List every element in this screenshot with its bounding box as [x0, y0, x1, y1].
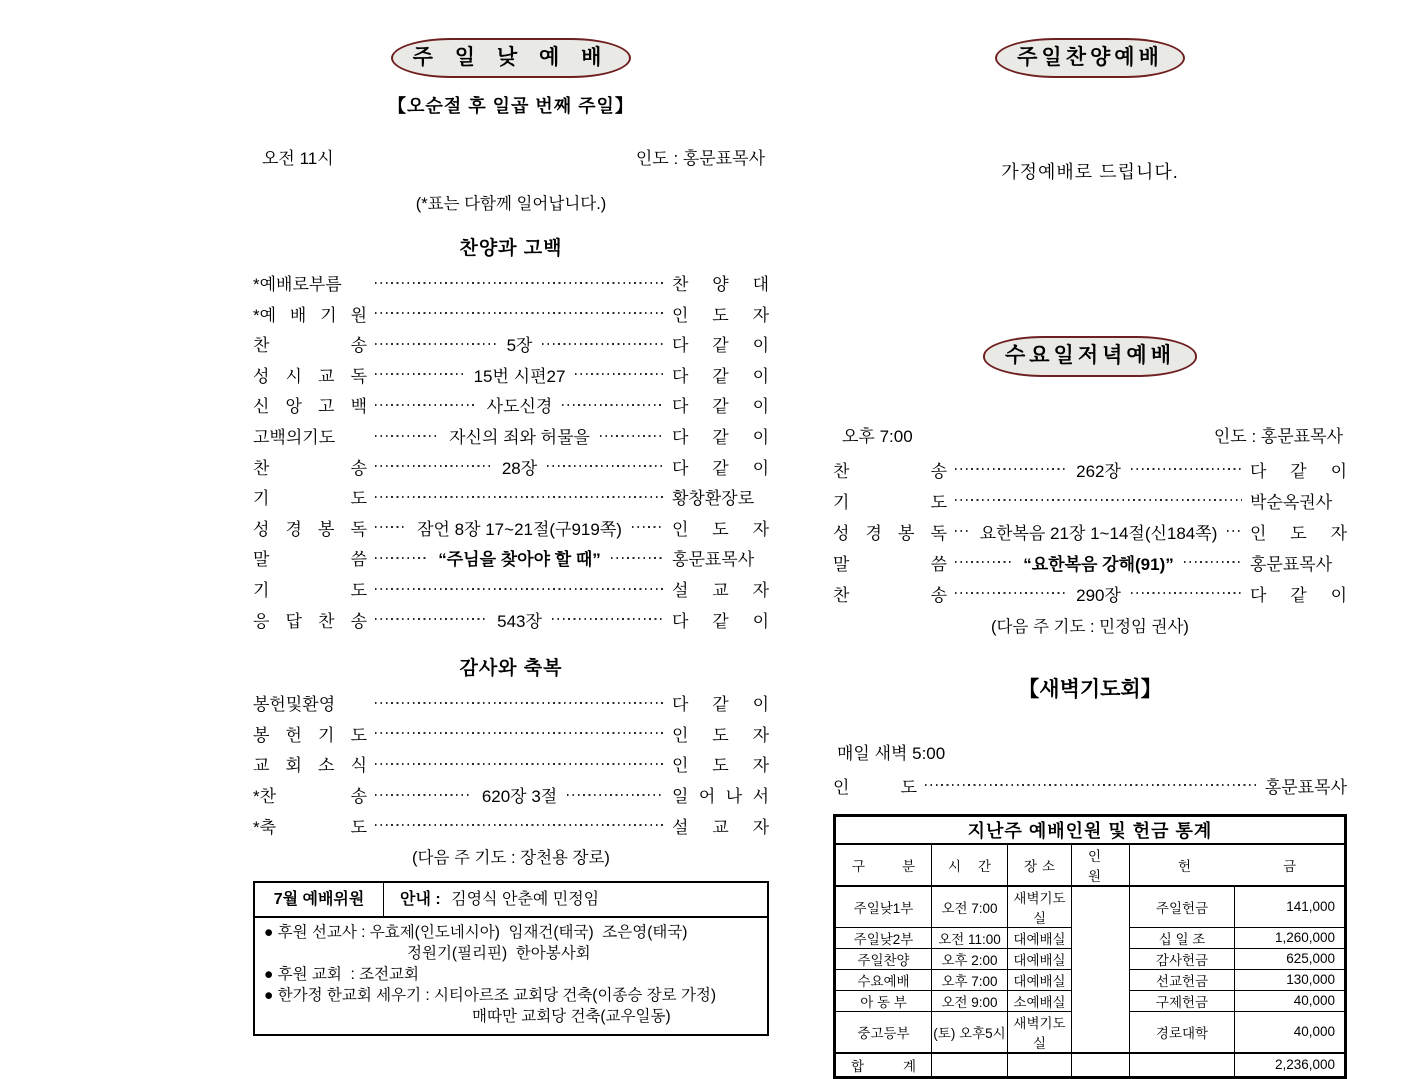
sunday-subtitle: 【오순절 후 일곱 번째 주일】 — [388, 96, 634, 117]
liturgy-label: 기 도 — [253, 489, 367, 509]
committee-month-label: 7월 예배위원 — [255, 883, 384, 916]
service-name-cell: 주일찬양 — [835, 948, 932, 969]
offering-amount-cell: 130,000 — [1235, 969, 1346, 990]
dawn-prayer-time: 매일 새벽 5:00 — [837, 743, 946, 763]
liturgy-performer: 찬 양 대 — [672, 275, 769, 295]
liturgy-row — [253, 390, 769, 421]
liturgy-detail: 요한복음 21장 1~14절(신184쪽) — [979, 523, 1218, 543]
service-name-cell: 중고등부 — [835, 1011, 932, 1053]
liturgy-row — [253, 718, 769, 749]
stats-body — [835, 886, 1346, 1053]
attendance-cell — [1072, 948, 1130, 969]
liturgy-detail: “요한복음 강해(91)” — [1023, 554, 1174, 574]
service-name-cell: 수요예배 — [835, 969, 932, 990]
liturgy-performer: 다 같 이 — [672, 336, 770, 356]
dotted-leader — [375, 526, 407, 528]
dotted-leader — [375, 282, 664, 284]
liturgy-performer: 인 도 자 — [672, 756, 769, 776]
liturgy-performer: 다 같 이 — [672, 397, 770, 417]
service-name-cell: 주일낮2부 — [835, 927, 932, 948]
stats-row — [835, 886, 1346, 928]
liturgy-detail: “주님을 찾아야 할 때” — [438, 550, 601, 570]
offering-amount-cell: 141,000 — [1235, 886, 1346, 928]
offering-name-cell: 경로대학 — [1130, 1011, 1235, 1053]
service-place-cell: 새벽기도실 — [1008, 1011, 1072, 1053]
liturgy-performer: 홍문표목사 — [672, 550, 755, 570]
liturgy-label: *축 도 — [253, 817, 367, 837]
wednesday-next-prayer: (다음 주 기도 : 민정임 권사) — [991, 617, 1189, 636]
committee-line: 매따만 교회당 건축(교우일동) — [472, 1007, 671, 1025]
liturgy-label: 기 도 — [253, 581, 367, 601]
liturgy-detail: 잠언 8장 17~21절(구919쪽) — [417, 519, 622, 539]
dotted-leader — [611, 557, 664, 559]
section-praise-confession: 찬양과 고백 — [459, 238, 563, 260]
liturgy-detail: 15번 시편27 — [473, 366, 566, 386]
liturgy-detail: 사도신경 — [486, 397, 553, 417]
dotted-leader — [375, 732, 664, 734]
notice-label: 안내 : — [400, 891, 441, 909]
wednesday-liturgy-list — [833, 454, 1347, 609]
liturgy-label: *예 배 기 원 — [253, 305, 367, 325]
attendance-cell — [1072, 990, 1130, 1011]
liturgy-list-1 — [253, 267, 769, 634]
dotted-leader — [542, 343, 664, 345]
service-name-cell: 주일낮1부 — [835, 886, 932, 928]
liturgy-label: 찬 송 — [833, 585, 947, 605]
col-header-time: 시 간 — [932, 844, 1008, 886]
dotted-leader — [632, 526, 664, 528]
dotted-leader — [1131, 468, 1242, 470]
liturgy-performer: 다 같 이 — [1250, 461, 1348, 481]
dotted-leader — [955, 530, 970, 532]
liturgy-performer: 인 도 자 — [1250, 523, 1347, 543]
dotted-leader — [375, 824, 664, 826]
offering-stats-table — [833, 814, 1347, 1079]
empty-cell — [1008, 1053, 1072, 1078]
liturgy-label: 신 앙 고 백 — [253, 397, 367, 417]
dawn-leader-row — [833, 770, 1347, 801]
liturgy-row — [253, 298, 769, 329]
service-time-cell: (토) 오후5시 — [932, 1011, 1008, 1053]
committee-line: ● 한가정 한교회 세우기 : 시티아르조 교회당 건축(이종승 장로 가정) — [264, 986, 717, 1004]
dawn-prayer-title: 【새벽기도회】 — [1018, 677, 1162, 701]
offering-amount-cell: 1,260,000 — [1235, 927, 1346, 948]
stats-title-row — [835, 815, 1346, 844]
dotted-leader — [375, 404, 477, 406]
sunday-title-oval: 주 일 낮 예 배 — [391, 38, 632, 78]
liturgy-row — [253, 512, 769, 543]
liturgy-performer: 홍문표목사 — [1250, 554, 1333, 574]
next-week-prayer: (다음 주 기도 : 장천용 장로) — [412, 849, 610, 868]
liturgy-detail: 620장 3절 — [481, 787, 558, 806]
liturgy-row — [253, 420, 769, 451]
liturgy-detail: 290장 — [1076, 585, 1121, 605]
liturgy-row — [253, 749, 769, 780]
offering-name-cell: 감사헌금 — [1130, 948, 1235, 969]
total-amount-cell: 2,236,000 — [1235, 1053, 1346, 1078]
liturgy-detail: 5장 — [506, 336, 533, 356]
service-place-cell: 대예배실 — [1008, 948, 1072, 969]
praise-title-wrap — [833, 38, 1347, 78]
liturgy-detail: 28장 — [501, 458, 538, 478]
liturgy-detail: 262장 — [1076, 461, 1121, 481]
liturgy-label: 성 경 봉 독 — [253, 519, 367, 539]
liturgy-performer: 다 같 이 — [672, 611, 770, 631]
dotted-leader — [955, 468, 1066, 470]
liturgy-row — [833, 578, 1347, 609]
liturgy-row — [253, 543, 769, 574]
liturgy-row — [833, 454, 1347, 485]
right-column-section — [833, 38, 1347, 1079]
dotted-leader — [375, 343, 497, 345]
dotted-leader — [375, 465, 492, 467]
dotted-leader — [375, 702, 664, 704]
liturgy-row — [833, 485, 1347, 516]
dotted-leader — [562, 404, 664, 406]
liturgy-row — [833, 547, 1347, 578]
liturgy-row — [833, 516, 1347, 547]
dotted-leader — [955, 561, 1013, 563]
committee-header — [255, 883, 767, 918]
liturgy-performer: 인 도 자 — [672, 305, 769, 325]
col-header-offering: 헌 금 — [1130, 844, 1346, 886]
service-time-cell: 오후 7:00 — [932, 969, 1008, 990]
liturgy-label: 봉헌및환영 — [253, 695, 336, 715]
liturgy-label: 응 답 찬 송 — [253, 611, 367, 631]
sunday-day-worship-section — [253, 38, 769, 1036]
dotted-leader — [955, 592, 1066, 594]
liturgy-row — [253, 328, 769, 359]
committee-line: ● 후원 선교사 : 우효제(인도네시아) 임재건(태국) 조은영(태국) — [264, 924, 688, 942]
liturgy-performer: 일 어 나 서 — [672, 787, 770, 806]
service-place-cell: 소예배실 — [1008, 990, 1072, 1011]
dotted-leader — [375, 496, 664, 498]
liturgy-performer: 다 같 이 — [672, 458, 769, 478]
service-time: 오전 11시 — [262, 149, 334, 169]
dawn-leader-name: 홍문표목사 — [1264, 777, 1347, 797]
liturgy-row — [253, 573, 769, 604]
liturgy-detail: 543장 — [497, 611, 542, 631]
sunday-meta — [253, 144, 769, 169]
empty-cell — [1072, 1053, 1130, 1078]
wednesday-title-wrap — [833, 336, 1347, 376]
service-time-cell: 오후 2:00 — [932, 948, 1008, 969]
liturgy-row — [253, 604, 769, 635]
liturgy-performer: 설 교 자 — [672, 817, 769, 837]
liturgy-label: *찬 송 — [253, 787, 367, 806]
service-time-cell: 오전 9:00 — [932, 990, 1008, 1011]
liturgy-label: 말 씀 — [253, 550, 367, 570]
offering-amount-cell: 625,000 — [1235, 948, 1346, 969]
service-time-cell: 오전 11:00 — [932, 927, 1008, 948]
liturgy-label: 성 시 교 독 — [253, 366, 367, 386]
liturgy-label: 고백의기도 — [253, 428, 336, 448]
liturgy-row — [253, 267, 769, 298]
liturgy-label: 말 씀 — [833, 554, 947, 574]
stats-row — [835, 1011, 1346, 1053]
service-time-cell: 오전 7:00 — [932, 886, 1008, 928]
committee-body — [255, 918, 767, 1034]
notice-names: 김영식 안춘예 민정임 — [451, 891, 600, 909]
liturgy-label: 찬 송 — [253, 336, 367, 356]
wednesday-time: 오후 7:00 — [842, 426, 913, 446]
liturgy-performer: 인 도 자 — [672, 519, 769, 539]
attendance-cell — [1072, 969, 1130, 990]
liturgy-performer: 박순옥권사 — [1250, 492, 1333, 512]
wednesday-meta — [833, 422, 1347, 447]
liturgy-performer: 인 도 자 — [672, 725, 769, 745]
dotted-leader — [955, 499, 1242, 501]
col-header-attendance: 인 원 — [1072, 844, 1130, 886]
wednesday-leader: 인도 : 홍문표목사 — [1213, 426, 1343, 446]
dotted-leader — [925, 784, 1257, 786]
committee-line: ● 후원 교회 : 조전교회 — [264, 965, 419, 983]
dotted-leader — [575, 373, 664, 375]
praise-note: 가정예배로 드립니다. — [1001, 162, 1179, 183]
stats-title: 지난주 예배인원 및 헌금 통계 — [835, 815, 1346, 844]
committee-line: 정원기(필리핀) 한아봉사회 — [407, 945, 591, 963]
col-header-category: 구 분 — [835, 844, 932, 886]
liturgy-detail: 자신의 죄와 허물을 — [449, 428, 590, 448]
empty-cell — [932, 1053, 1008, 1078]
liturgy-label: *예배로부름 — [253, 275, 342, 295]
sunday-title-wrap — [253, 38, 769, 78]
liturgy-performer: 다 같 이 — [672, 695, 769, 715]
section-thanks-blessing: 감사와 축복 — [459, 658, 563, 680]
dotted-leader — [1131, 592, 1242, 594]
liturgy-performer: 다 같 이 — [672, 428, 770, 448]
offering-name-cell: 구제헌금 — [1130, 990, 1235, 1011]
stats-row — [835, 948, 1346, 969]
liturgy-row — [253, 481, 769, 512]
liturgy-label: 찬 송 — [833, 461, 947, 481]
liturgy-row — [253, 451, 769, 482]
liturgy-performer: 설 교 자 — [672, 581, 769, 601]
dotted-leader — [567, 794, 664, 796]
stats-total-row — [835, 1053, 1346, 1078]
attendance-cell — [1072, 927, 1130, 948]
liturgy-row — [253, 359, 769, 390]
dotted-leader — [375, 373, 464, 375]
stats-row — [835, 990, 1346, 1011]
offering-amount-cell: 40,000 — [1235, 1011, 1346, 1053]
dotted-leader — [375, 588, 664, 590]
dawn-leader-label: 인 도 — [833, 777, 917, 797]
dotted-leader — [552, 618, 664, 620]
service-place-cell: 대예배실 — [1008, 969, 1072, 990]
service-leader: 인도 : 홍문표목사 — [635, 149, 765, 169]
dotted-leader — [375, 618, 487, 620]
dotted-leader — [600, 435, 664, 437]
liturgy-label: 성 경 봉 독 — [833, 523, 947, 543]
col-header-place: 장 소 — [1008, 844, 1072, 886]
liturgy-performer: 황창환장로 — [672, 489, 755, 509]
dotted-leader — [375, 794, 472, 796]
dotted-leader — [375, 312, 664, 314]
liturgy-row — [253, 687, 769, 718]
service-place-cell: 대예배실 — [1008, 927, 1072, 948]
committee-table — [253, 881, 769, 1036]
liturgy-row — [253, 810, 769, 841]
dotted-leader — [375, 435, 439, 437]
liturgy-performer: 다 같 이 — [1250, 585, 1348, 605]
offering-name-cell: 선교헌금 — [1130, 969, 1235, 990]
empty-cell — [1130, 1053, 1235, 1078]
stats-header-row — [835, 844, 1346, 886]
stats-row — [835, 969, 1346, 990]
offering-name-cell: 주일헌금 — [1130, 886, 1235, 928]
liturgy-performer: 다 같 이 — [672, 366, 769, 386]
service-name-cell: 아 동 부 — [835, 990, 932, 1011]
liturgy-list-2 — [253, 687, 769, 840]
praise-title-oval: 주일찬양예배 — [995, 38, 1185, 78]
total-label-cell: 합 계 — [835, 1053, 932, 1078]
attendance-cell — [1072, 886, 1130, 928]
dotted-leader — [1184, 561, 1242, 563]
liturgy-label: 교 회 소 식 — [253, 756, 367, 776]
dotted-leader — [375, 557, 428, 559]
attendance-cell — [1072, 1011, 1130, 1053]
dotted-leader — [375, 763, 664, 765]
dotted-leader — [1227, 530, 1242, 532]
wednesday-title-oval: 수요일저녁예배 — [983, 336, 1197, 376]
liturgy-label: 찬 송 — [253, 458, 367, 478]
stats-row — [835, 927, 1346, 948]
liturgy-label: 기 도 — [833, 492, 947, 512]
offering-name-cell: 십 일 조 — [1130, 927, 1235, 948]
committee-notice — [384, 883, 767, 916]
liturgy-label: 봉 헌 기 도 — [253, 725, 367, 745]
liturgy-row — [253, 779, 769, 810]
service-place-cell: 새벽기도실 — [1008, 886, 1072, 928]
dotted-leader — [547, 465, 664, 467]
standing-note: (*표는 다함께 일어납니다.) — [415, 195, 607, 214]
offering-amount-cell: 40,000 — [1235, 990, 1346, 1011]
